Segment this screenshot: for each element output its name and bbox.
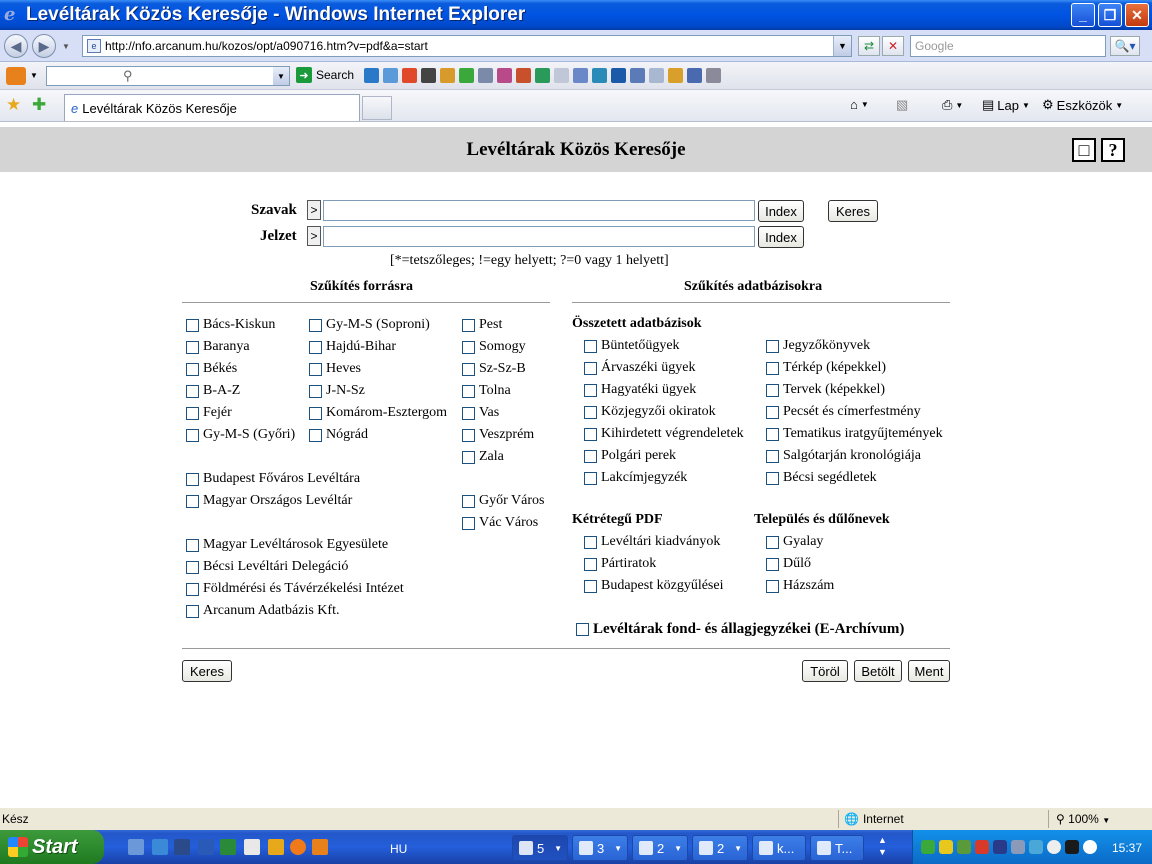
szavak-index-button[interactable]: Index bbox=[758, 200, 804, 222]
toolbar-icon[interactable] bbox=[573, 68, 588, 83]
filter-checkbox[interactable] bbox=[584, 534, 720, 550]
tray-icon[interactable] bbox=[939, 840, 953, 854]
search-placeholder: Google bbox=[915, 39, 954, 53]
tray-icon[interactable] bbox=[921, 840, 935, 854]
filter-checkbox[interactable] bbox=[462, 493, 544, 509]
checkbox-box[interactable] bbox=[766, 472, 779, 485]
filter-checkbox[interactable] bbox=[462, 361, 526, 377]
checkbox-box[interactable] bbox=[766, 580, 779, 593]
quicklaunch-icon[interactable] bbox=[174, 839, 190, 855]
checkbox-label: Árvaszéki ügyek bbox=[601, 360, 696, 375]
checkbox-label: Békés bbox=[203, 361, 238, 376]
tray-icon[interactable] bbox=[1047, 840, 1061, 854]
taskbar-button-label: 3 bbox=[597, 840, 605, 856]
toolbar-icon[interactable] bbox=[459, 68, 474, 83]
tab-bar bbox=[0, 90, 1152, 122]
quicklaunch-icon[interactable] bbox=[128, 839, 144, 855]
checkbox-box[interactable] bbox=[766, 536, 779, 549]
tab-active[interactable] bbox=[64, 94, 360, 121]
home-button[interactable]: ⌂ ▼ bbox=[850, 97, 869, 112]
toolbar-icon[interactable] bbox=[687, 68, 702, 83]
checkbox-box[interactable] bbox=[584, 472, 597, 485]
checkbox-label: Földmérési és Távérzékelési Intézet bbox=[203, 581, 404, 596]
place-names-heading: Település és dűlőnevek bbox=[754, 512, 890, 527]
quicklaunch-icon[interactable] bbox=[152, 839, 168, 855]
back-button[interactable]: ◀ bbox=[4, 34, 28, 58]
filter-checkbox[interactable] bbox=[309, 339, 396, 355]
toolbar-icon[interactable] bbox=[383, 68, 398, 83]
torol-button[interactable]: Töröl bbox=[802, 660, 848, 682]
checkbox-label: Pest bbox=[479, 317, 503, 332]
address-toolbar bbox=[0, 30, 1152, 62]
tray-icon[interactable] bbox=[1029, 840, 1043, 854]
quicklaunch-icon[interactable] bbox=[290, 839, 306, 855]
checkbox-box[interactable] bbox=[766, 428, 779, 441]
taskbar-button[interactable] bbox=[512, 835, 568, 861]
taskbar-button[interactable] bbox=[692, 835, 748, 861]
help-button[interactable]: ? bbox=[1101, 138, 1125, 162]
security-zone[interactable] bbox=[844, 812, 904, 826]
checkbox-box[interactable] bbox=[584, 384, 597, 397]
close-button[interactable]: ✕ bbox=[1125, 3, 1149, 27]
group-dropdown-icon: ▼ bbox=[734, 843, 742, 853]
checkbox-box[interactable] bbox=[584, 340, 597, 353]
print-button[interactable]: ⎙ ▼ bbox=[942, 97, 964, 112]
filter-checkbox[interactable] bbox=[584, 426, 744, 442]
toolbar-logo-icon[interactable] bbox=[6, 67, 26, 85]
toolbar-icon[interactable] bbox=[668, 68, 683, 83]
minimize-button[interactable]: _ bbox=[1071, 3, 1095, 27]
page-header bbox=[0, 127, 1152, 172]
checkbox-label: Tolna bbox=[479, 383, 511, 398]
checkbox-box[interactable] bbox=[462, 429, 475, 442]
checkbox-box[interactable] bbox=[186, 319, 199, 332]
ie-logo-icon: e bbox=[4, 4, 16, 25]
taskbar-button-label: T... bbox=[835, 840, 853, 856]
filter-checkbox[interactable] bbox=[309, 317, 430, 333]
app-icon bbox=[519, 841, 533, 855]
filter-checkbox[interactable] bbox=[462, 427, 534, 443]
filter-checkbox[interactable] bbox=[766, 338, 870, 354]
filter-checkbox[interactable] bbox=[309, 405, 447, 421]
filter-checkbox[interactable] bbox=[309, 361, 361, 377]
window-titlebar bbox=[0, 0, 1152, 30]
checkbox-box[interactable] bbox=[584, 428, 597, 441]
rss-icon: ▧ bbox=[896, 97, 909, 112]
checkbox-label: Kihirdetett végrendeletek bbox=[601, 426, 744, 441]
checkbox-label: Bács-Kiskun bbox=[203, 317, 276, 332]
earchive-checkbox[interactable] bbox=[576, 621, 904, 638]
checkbox-label: Tematikus iratgyűjtemények bbox=[783, 426, 943, 441]
checkbox-box[interactable] bbox=[309, 363, 322, 376]
filter-checkbox[interactable] bbox=[186, 471, 360, 487]
status-separator bbox=[1048, 810, 1049, 828]
taskbar-button-label: 2 bbox=[717, 840, 725, 856]
szavak-label: Szavak bbox=[251, 202, 297, 218]
checkbox-box[interactable] bbox=[462, 363, 475, 376]
app-icon bbox=[759, 841, 773, 855]
filter-checkbox[interactable] bbox=[584, 448, 676, 464]
filter-checkbox[interactable] bbox=[584, 470, 687, 486]
jelzet-label: Jelzet bbox=[260, 228, 297, 244]
checkbox-box[interactable] bbox=[462, 319, 475, 332]
checkbox-label: Gyalay bbox=[783, 534, 824, 549]
tray-icon[interactable] bbox=[1011, 840, 1025, 854]
zone-label: Internet bbox=[862, 812, 904, 826]
checkbox-box[interactable] bbox=[576, 623, 589, 636]
toolbar-icon[interactable] bbox=[402, 68, 417, 83]
group-dropdown-icon: ▼ bbox=[554, 843, 562, 853]
checkbox-label: Bécsi segédletek bbox=[783, 470, 877, 485]
toolbar-icon[interactable] bbox=[421, 68, 436, 83]
checkbox-label: Lakcímjegyzék bbox=[601, 470, 688, 485]
filter-checkbox[interactable] bbox=[766, 426, 943, 442]
checkbox-label: Bécsi Levéltári Delegáció bbox=[203, 559, 349, 574]
search-go-button[interactable]: 🔍▾ bbox=[1110, 36, 1140, 56]
filter-checkbox[interactable] bbox=[186, 493, 352, 509]
taskbar-button-label: 5 bbox=[537, 840, 545, 856]
checkbox-box[interactable] bbox=[309, 385, 322, 398]
page-title: Levéltárak Közös Keresője bbox=[466, 139, 686, 160]
stop-button[interactable]: ✕ bbox=[882, 36, 904, 56]
checkbox-label: Vas bbox=[479, 405, 500, 420]
checkbox-label: Budapest Főváros Levéltára bbox=[203, 471, 361, 486]
szavak-input[interactable] bbox=[323, 200, 755, 221]
checkbox-label: Közjegyzői okiratok bbox=[601, 404, 716, 419]
system-tray bbox=[912, 830, 1152, 864]
checkbox-box[interactable] bbox=[309, 429, 322, 442]
quicklaunch-icon[interactable] bbox=[198, 839, 214, 855]
checkbox-label: Baranya bbox=[203, 339, 250, 354]
toolbar-search-label: Search bbox=[316, 68, 355, 82]
magnifier-icon: ⚲ bbox=[123, 68, 133, 83]
checkbox-label: Tervek (képekkel) bbox=[783, 382, 886, 397]
quicklaunch-icon[interactable] bbox=[268, 839, 284, 855]
filter-checkbox[interactable] bbox=[462, 317, 502, 333]
checkbox-label: Vác Város bbox=[479, 515, 539, 530]
page-menu[interactable]: ▤ Lap ▼ bbox=[982, 97, 1030, 113]
quicklaunch-icon[interactable] bbox=[312, 839, 328, 855]
toolbar-icon[interactable] bbox=[478, 68, 493, 83]
taskbar bbox=[0, 830, 1152, 864]
checkbox-label: Térkép (képekkel) bbox=[783, 360, 886, 375]
gear-icon: ⚙ bbox=[1042, 97, 1054, 112]
group-dropdown-icon: ▼ bbox=[674, 843, 682, 853]
zoom-icon: ⚲ bbox=[1056, 812, 1065, 826]
favorites-star-icon[interactable]: ★ bbox=[6, 95, 22, 114]
toolbar-icon[interactable] bbox=[649, 68, 664, 83]
bottom-keres-button[interactable]: Keres bbox=[182, 660, 232, 682]
checkbox-label: Hagyatéki ügyek bbox=[601, 382, 697, 397]
filter-checkbox[interactable] bbox=[584, 404, 716, 420]
source-filter-heading: Szűkítés forrásra bbox=[310, 279, 414, 294]
checkbox-box[interactable] bbox=[766, 406, 779, 419]
address-url: http://nfo.arcanum.hu/kozos/opt/a090716.htm?v=pdf&a=start bbox=[105, 39, 428, 53]
checkbox-box[interactable] bbox=[309, 341, 322, 354]
toolbar-icon[interactable] bbox=[364, 68, 379, 83]
checkbox-label: Komárom-Esztergom bbox=[326, 405, 448, 420]
window-title: Levéltárak Közös Keresője - Windows Internet Explorer bbox=[26, 4, 526, 25]
checkbox-box[interactable] bbox=[462, 517, 475, 530]
toolbar-icon[interactable] bbox=[554, 68, 569, 83]
toolbar-icon[interactable] bbox=[516, 68, 531, 83]
toolbar-icon[interactable] bbox=[440, 68, 455, 83]
checkbox-box[interactable] bbox=[309, 319, 322, 332]
jelzet-input[interactable] bbox=[323, 226, 755, 247]
filter-checkbox[interactable] bbox=[309, 383, 365, 399]
toolbar-search-dropdown-icon[interactable]: ▼ bbox=[273, 67, 289, 85]
links-toolbar bbox=[0, 62, 1152, 90]
checkbox-box[interactable] bbox=[584, 450, 597, 463]
checkbox-label: Zala bbox=[479, 449, 504, 464]
page-content bbox=[0, 122, 1152, 807]
checkbox-label: Heves bbox=[326, 361, 361, 376]
toolbar-icon[interactable] bbox=[611, 68, 626, 83]
checkbox-label: Magyar Levéltárosok Egyesülete bbox=[203, 537, 389, 552]
top-keres-button[interactable]: Keres bbox=[828, 200, 878, 222]
taskbar-button[interactable] bbox=[752, 835, 806, 861]
checkbox-box[interactable] bbox=[584, 558, 597, 571]
forward-button[interactable]: ▶ bbox=[32, 34, 56, 58]
filter-checkbox[interactable] bbox=[186, 537, 388, 553]
filter-checkbox[interactable] bbox=[186, 405, 232, 421]
toolbar-icon[interactable] bbox=[706, 68, 721, 83]
taskbar-button[interactable] bbox=[572, 835, 628, 861]
maximize-button[interactable]: ❐ bbox=[1098, 3, 1122, 27]
checkbox-box[interactable] bbox=[462, 495, 475, 508]
filter-checkbox[interactable] bbox=[462, 449, 504, 465]
page-menu-icon: ▤ bbox=[982, 97, 995, 112]
address-input[interactable] bbox=[82, 35, 852, 57]
filter-checkbox[interactable] bbox=[186, 559, 348, 575]
home-icon: ⌂ bbox=[850, 97, 858, 112]
filter-checkbox[interactable] bbox=[584, 360, 695, 376]
fullscreen-button[interactable]: □ bbox=[1072, 138, 1096, 162]
filter-checkbox[interactable] bbox=[766, 360, 886, 376]
filter-checkbox[interactable] bbox=[766, 404, 921, 420]
filter-checkbox[interactable] bbox=[766, 534, 823, 550]
checkbox-box[interactable] bbox=[766, 362, 779, 375]
filter-checkbox[interactable] bbox=[766, 578, 834, 594]
address-dropdown-icon[interactable]: ▼ bbox=[833, 36, 851, 56]
language-indicator[interactable]: HU bbox=[390, 842, 408, 856]
filter-checkbox[interactable] bbox=[766, 556, 811, 572]
status-text: Kész bbox=[2, 812, 29, 826]
page-menu-label: Lap bbox=[997, 97, 1019, 113]
taskbar-button[interactable] bbox=[632, 835, 688, 861]
toolbar-icon[interactable] bbox=[497, 68, 512, 83]
checkbox-box[interactable] bbox=[766, 558, 779, 571]
checkbox-box[interactable] bbox=[186, 561, 199, 574]
go-arrow-icon: ➜ bbox=[296, 67, 312, 83]
toolbar-search-input[interactable] bbox=[46, 66, 290, 86]
new-tab-button[interactable] bbox=[362, 96, 392, 120]
checkbox-box[interactable] bbox=[584, 362, 597, 375]
checkbox-box[interactable] bbox=[584, 536, 597, 549]
left-divider bbox=[182, 302, 550, 303]
quicklaunch-icon[interactable] bbox=[220, 839, 236, 855]
filter-checkbox[interactable] bbox=[766, 448, 921, 464]
checkbox-label: Házszám bbox=[783, 578, 835, 593]
feeds-button[interactable] bbox=[896, 97, 908, 113]
checkbox-label: B-A-Z bbox=[203, 383, 241, 398]
status-separator bbox=[838, 810, 839, 828]
filter-checkbox[interactable] bbox=[584, 382, 696, 398]
filter-checkbox[interactable] bbox=[186, 361, 237, 377]
checkbox-label: Somogy bbox=[479, 339, 526, 354]
group-dropdown-icon: ▼ bbox=[614, 843, 622, 853]
checkbox-box[interactable] bbox=[584, 580, 597, 593]
checkbox-label: Büntetőügyek bbox=[601, 338, 680, 353]
filter-checkbox[interactable] bbox=[462, 405, 499, 421]
checkbox-box[interactable] bbox=[186, 407, 199, 420]
checkbox-label: Pártiratok bbox=[601, 556, 657, 571]
bottom-divider bbox=[182, 648, 950, 649]
filter-checkbox[interactable] bbox=[186, 603, 339, 619]
quicklaunch-icon[interactable] bbox=[244, 839, 260, 855]
checkbox-label: Arcanum Adatbázis Kft. bbox=[203, 603, 340, 618]
combined-db-heading: Összetett adatbázisok bbox=[572, 316, 702, 331]
database-filter-heading: Szűkítés adatbázisokra bbox=[684, 279, 823, 294]
filter-checkbox[interactable] bbox=[462, 515, 538, 531]
filter-checkbox[interactable] bbox=[186, 427, 295, 443]
checkbox-box[interactable] bbox=[186, 583, 199, 596]
toolbar-icon[interactable] bbox=[535, 68, 550, 83]
jelzet-options-button[interactable]: > bbox=[307, 226, 321, 246]
filter-checkbox[interactable] bbox=[309, 427, 368, 443]
add-favorite-icon[interactable]: ✚ bbox=[32, 95, 47, 114]
tab-title: Levéltárak Közös Keresője bbox=[82, 100, 237, 116]
checkbox-box[interactable] bbox=[766, 384, 779, 397]
right-divider bbox=[572, 302, 950, 303]
app-icon bbox=[817, 841, 831, 855]
filter-checkbox[interactable] bbox=[186, 383, 240, 399]
checkbox-box[interactable] bbox=[462, 385, 475, 398]
zoom-control[interactable]: ⚲ 100% ▼ bbox=[1056, 812, 1111, 826]
earchive-label: Levéltárak fond- és állagjegyzékei (E-Archívum) bbox=[593, 621, 905, 637]
checkbox-label: Hajdú-Bihar bbox=[326, 339, 396, 354]
tray-icon[interactable] bbox=[957, 840, 971, 854]
toolbar-menu-icon[interactable]: ▼ bbox=[30, 71, 38, 80]
filter-checkbox[interactable] bbox=[186, 317, 275, 333]
checkbox-label: Dűlő bbox=[783, 556, 811, 571]
history-dropdown-icon[interactable]: ▼ bbox=[62, 42, 70, 51]
taskbar-button[interactable] bbox=[810, 835, 864, 861]
printer-icon: ⎙ bbox=[942, 97, 953, 112]
checkbox-box[interactable] bbox=[766, 340, 779, 353]
zoom-level: 100% bbox=[1068, 812, 1099, 826]
betolt-button[interactable]: Betölt bbox=[854, 660, 902, 682]
checkbox-box[interactable] bbox=[584, 406, 597, 419]
taskbar-scroll-icon[interactable]: ▲ ▼ bbox=[878, 835, 887, 857]
refresh-button[interactable]: ⇄ bbox=[858, 36, 880, 56]
tray-icon[interactable] bbox=[975, 840, 989, 854]
search-box[interactable] bbox=[910, 35, 1106, 57]
checkbox-label: Salgótarján kronológiája bbox=[783, 448, 922, 463]
pdf-heading: Kétrétegű PDF bbox=[572, 512, 663, 527]
ment-button[interactable]: Ment bbox=[908, 660, 950, 682]
windows-flag-icon bbox=[8, 837, 28, 857]
clock: 15:37 bbox=[1111, 841, 1142, 855]
tab-ie-icon: e bbox=[71, 100, 79, 116]
filter-checkbox[interactable] bbox=[584, 556, 656, 572]
checkbox-box[interactable] bbox=[186, 539, 199, 552]
filter-checkbox[interactable] bbox=[186, 581, 404, 597]
checkbox-box[interactable] bbox=[766, 450, 779, 463]
tools-menu[interactable]: ⚙ Eszközök ▼ bbox=[1042, 97, 1124, 113]
checkbox-label: Budapest közgyűlései bbox=[601, 578, 724, 593]
start-button[interactable] bbox=[0, 830, 104, 864]
taskbar-button-label: k... bbox=[777, 840, 795, 856]
checkbox-box[interactable] bbox=[186, 341, 199, 354]
tray-icon[interactable] bbox=[1083, 840, 1097, 854]
checkbox-label: Nógrád bbox=[326, 427, 368, 442]
app-icon bbox=[699, 841, 713, 855]
filter-checkbox[interactable] bbox=[462, 339, 526, 355]
jelzet-index-button[interactable]: Index bbox=[758, 226, 804, 248]
checkbox-label: Fejér bbox=[203, 405, 232, 420]
toolbar-icon-strip bbox=[364, 68, 721, 83]
checkbox-box[interactable] bbox=[309, 407, 322, 420]
checkbox-box[interactable] bbox=[186, 429, 199, 442]
checkbox-box[interactable] bbox=[462, 451, 475, 464]
checkbox-label: Levéltári kiadványok bbox=[601, 534, 721, 549]
page-icon: e bbox=[87, 39, 101, 53]
start-label: Start bbox=[32, 835, 78, 858]
checkbox-box[interactable] bbox=[186, 363, 199, 376]
checkbox-box[interactable] bbox=[186, 495, 199, 508]
app-icon bbox=[579, 841, 593, 855]
app-icon bbox=[639, 841, 653, 855]
checkbox-label: Gy-M-S (Győri) bbox=[203, 427, 296, 442]
filter-checkbox[interactable] bbox=[186, 339, 250, 355]
filter-checkbox[interactable] bbox=[462, 383, 511, 399]
checkbox-label: Gy-M-S (Soproni) bbox=[326, 317, 430, 332]
checkbox-label: Sz-Sz-B bbox=[479, 361, 526, 376]
checkbox-label: Veszprém bbox=[479, 427, 535, 442]
filter-checkbox[interactable] bbox=[584, 338, 680, 354]
toolbar-icon[interactable] bbox=[592, 68, 607, 83]
toolbar-icon[interactable] bbox=[630, 68, 645, 83]
checkbox-label: Magyar Országos Levéltár bbox=[203, 493, 353, 508]
wildcard-hint: [*=tetszőleges; !=egy helyett; ?=0 vagy 1 helyett] bbox=[390, 253, 669, 268]
checkbox-box[interactable] bbox=[186, 473, 199, 486]
checkbox-box[interactable] bbox=[462, 341, 475, 354]
checkbox-label: Polgári perek bbox=[601, 448, 677, 463]
filter-checkbox[interactable] bbox=[766, 470, 877, 486]
checkbox-label: Jegyzőkönyvek bbox=[783, 338, 871, 353]
tray-icon[interactable] bbox=[1065, 840, 1079, 854]
status-bar bbox=[0, 807, 1152, 830]
filter-checkbox[interactable] bbox=[584, 578, 723, 594]
taskbar-button-label: 2 bbox=[657, 840, 665, 856]
tray-icon[interactable] bbox=[993, 840, 1007, 854]
checkbox-label: J-N-Sz bbox=[326, 383, 365, 398]
filter-checkbox[interactable] bbox=[766, 382, 885, 398]
checkbox-label: Pecsét és címerfestmény bbox=[783, 404, 921, 419]
checkbox-label: Győr Város bbox=[479, 493, 545, 508]
checkbox-box[interactable] bbox=[462, 407, 475, 420]
checkbox-box[interactable] bbox=[186, 605, 199, 618]
tools-menu-label: Eszközök bbox=[1056, 97, 1113, 113]
szavak-options-button[interactable]: > bbox=[307, 200, 321, 220]
toolbar-search-button[interactable] bbox=[296, 67, 354, 83]
globe-icon: 🌐 bbox=[844, 812, 859, 826]
checkbox-box[interactable] bbox=[186, 385, 199, 398]
